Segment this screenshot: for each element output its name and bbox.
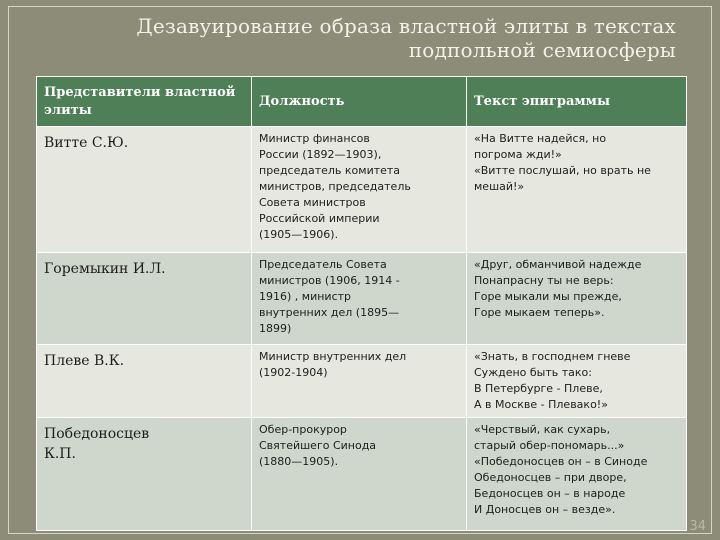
slide-title-line-2: подпольной семиосферы [408,38,676,62]
table-header-row [37,77,687,127]
cell-epigram: «На Витте надейся, но погрома жди!» «Витте послушай, но врать не мешай!» [467,127,687,253]
header-position: Должность [252,77,467,127]
table-row [37,253,687,345]
cell-position: Министр внутренних дел (1902-1904) [252,345,467,418]
header-epigram-text: Текст эпиграммы [467,77,687,127]
table-row [37,345,687,418]
table-row [37,418,687,531]
header-representatives: Представители властной элиты [37,77,252,127]
page-number: 34 [689,519,706,534]
cell-position: Министр финансов России (1892—1903), председатель комитета министров, председатель Совета министров Российской империи (1905—1906). [252,127,467,253]
cell-name: Плеве В.К. [37,345,252,418]
slide-title [40,14,676,62]
cell-name: Горемыкин И.Л. [37,253,252,345]
cell-position: Обер-прокурор Святейшего Синода (1880—1905). [252,418,467,531]
slide-title-line-1: Дезавуирование образа властной элиты в текстах [136,14,676,38]
cell-epigram: «Знать, в господнем гневе Суждено быть тако: В Петербурге - Плеве, А в Москве - Плевако!» [467,345,687,418]
cell-epigram: «Друг, обманчивой надежде Понапрасну ты не верь: Горе мыкали мы прежде, Горе мыкаем теперь». [467,253,687,345]
cell-name: Победоносцев К.П. [37,418,252,531]
cell-epigram: «Черствый, как сухарь, старый обер-пономарь...» «Победоносцев он – в Синоде Обедоносцев – при дворе, Бедоносцев он – в народе И Доносцев он – везде». [467,418,687,531]
cell-name: Витте С.Ю. [37,127,252,253]
cell-position: Председатель Совета министров (1906, 1914 - 1916) , министр внутренних дел (1895— 1899) [252,253,467,345]
epigram-table [36,76,687,531]
table-row [37,127,687,253]
